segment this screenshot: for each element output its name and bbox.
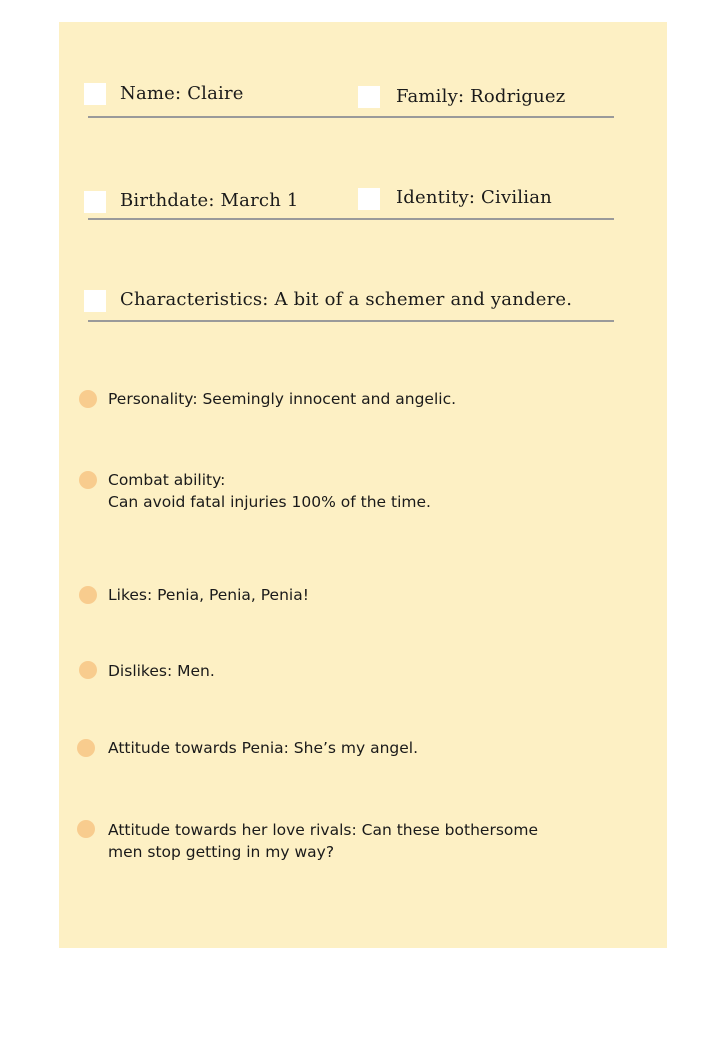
birthdate-checkbox[interactable]: [84, 191, 106, 213]
attitude-rivals-line-2: men stop getting in my way?: [108, 843, 335, 861]
name-checkbox[interactable]: [84, 83, 106, 105]
likes-text: Likes: Penia, Penia, Penia!: [108, 586, 309, 604]
attitude-rivals-text: [108, 819, 538, 863]
likes-bullet: [79, 586, 97, 604]
dislikes-text: Dislikes: Men.: [108, 662, 215, 680]
combat-ability-bullet: [79, 471, 97, 489]
dislikes-bullet: [79, 661, 97, 679]
personality-text: Personality: Seemingly innocent and angelic.: [108, 390, 457, 408]
combat-ability-text: [108, 469, 431, 513]
characteristics-field: Characteristics: A bit of a schemer and yandere.: [120, 289, 573, 310]
birthdate-field: Birthdate: March 1: [120, 190, 299, 211]
personality-bullet: [79, 390, 97, 408]
name-field: Name: Claire: [120, 83, 244, 104]
attitude-rivals-bullet: [77, 820, 95, 838]
family-checkbox[interactable]: [358, 86, 380, 108]
row-divider-2: [88, 218, 614, 220]
attitude-penia-bullet: [77, 739, 95, 757]
identity-field: Identity: Civilian: [396, 187, 552, 208]
family-field: Family: Rodriguez: [396, 86, 566, 107]
row-divider-3: [88, 320, 614, 322]
combat-ability-line-2: Can avoid fatal injuries 100% of the time.: [108, 493, 431, 511]
row-divider-1: [88, 116, 614, 118]
attitude-penia-text: Attitude towards Penia: She’s my angel.: [108, 739, 419, 757]
identity-checkbox[interactable]: [358, 188, 380, 210]
characteristics-checkbox[interactable]: [84, 290, 106, 312]
combat-ability-line-1: Combat ability:: [108, 471, 226, 489]
attitude-rivals-line-1: Attitude towards her love rivals: Can these bothersome: [108, 821, 539, 839]
